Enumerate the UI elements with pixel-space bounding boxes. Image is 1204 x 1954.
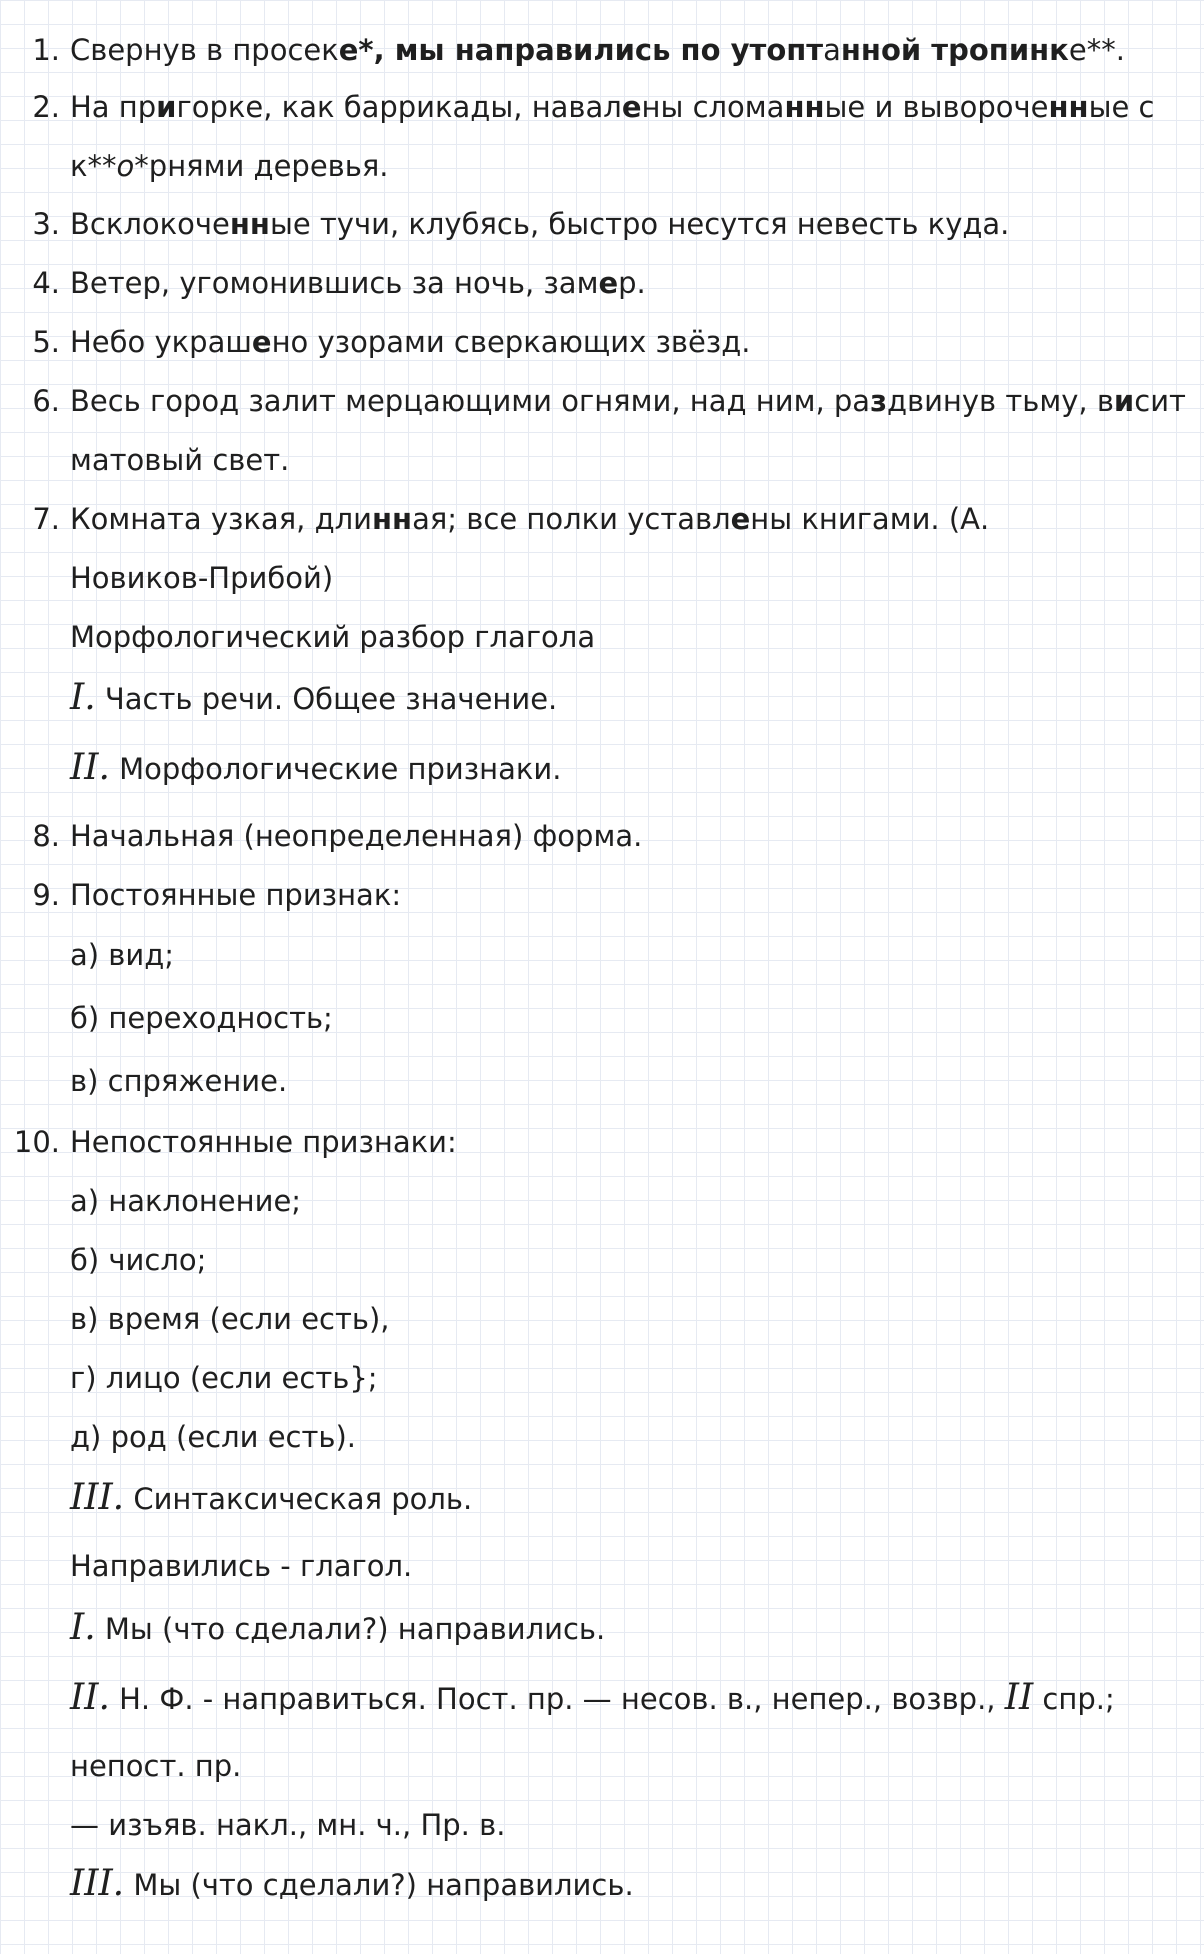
text-line: На пригорке, как баррикады, навалены сломанные и вывороченные с xyxy=(70,90,1155,124)
item-number: 3. xyxy=(32,207,60,241)
text-line: а) наклонение; xyxy=(70,1184,302,1218)
item-number: 9. xyxy=(32,878,60,912)
text-line: б) число; xyxy=(70,1243,207,1277)
highlight-letter: нн xyxy=(229,207,270,241)
highlight-letter: е xyxy=(730,502,751,536)
highlight-letter: нн xyxy=(784,90,825,124)
text-line: I. Часть речи. Общее значение. xyxy=(70,677,558,718)
text-line: Ветер, угомонившись за ночь, замер. xyxy=(70,266,646,300)
text-line: а) вид; xyxy=(70,938,175,972)
text-line: непост. пр. xyxy=(70,1749,242,1783)
text-line: Комната узкая, длинная; все полки уставлены книгами. (А. xyxy=(70,502,990,536)
text-line: б) переходность; xyxy=(70,1001,333,1035)
text-line: в) время (если есть), xyxy=(70,1302,390,1336)
highlight-letter: и xyxy=(156,90,177,124)
text-line: матовый свет. xyxy=(70,443,290,477)
section-heading: Морфологический разбор глагола xyxy=(70,620,596,654)
item-number: 6. xyxy=(32,384,60,418)
text-line: Всклокоченные тучи, клубясь, быстро несутся невесть куда. xyxy=(70,207,1010,241)
item-number: 5. xyxy=(32,325,60,359)
highlight-letter: а xyxy=(823,33,841,67)
roman-numeral: II xyxy=(1004,1677,1034,1718)
text-line: Постоянные признак: xyxy=(70,878,402,912)
text-line: III. Мы (что сделали?) направились. xyxy=(70,1863,634,1904)
text-line: д) род (если есть). xyxy=(70,1420,357,1454)
item-number: 4. xyxy=(32,266,60,300)
roman-numeral: II. xyxy=(70,1677,110,1718)
highlight-letter: **о xyxy=(87,149,135,183)
highlight-letter: е xyxy=(338,33,359,67)
roman-numeral: I. xyxy=(70,677,96,718)
roman-numeral: I. xyxy=(70,1607,96,1648)
highlight-letter: и xyxy=(1113,384,1135,418)
highlight-letter: нн xyxy=(372,502,413,536)
text-line: Непостоянные признаки: xyxy=(70,1125,457,1159)
highlight-letter: е xyxy=(251,325,272,359)
text-line: г) лицо (если есть}; xyxy=(70,1361,378,1395)
text-line: к**о*рнями деревья. xyxy=(70,149,389,183)
text-line: — изъяв. накл., мн. ч., Пр. в. xyxy=(70,1808,506,1842)
text-line: Начальная (неопределенная) форма. xyxy=(70,819,643,853)
roman-numeral: II. xyxy=(70,747,110,788)
item-number: 10. xyxy=(13,1125,60,1159)
text-line: I. Мы (что сделали?) направились. xyxy=(70,1607,606,1648)
item-number: 7. xyxy=(32,502,60,536)
item-number: 2. xyxy=(32,90,60,124)
text-line: Направились - глагол. xyxy=(70,1549,413,1583)
text-line: Новиков-Прибой) xyxy=(70,561,334,595)
text-line: в) спряжение. xyxy=(70,1064,288,1098)
text-line: II. Н. Ф. - направиться. Пост. пр. — несов. в., непер., возвр., II спр.; xyxy=(70,1677,1115,1718)
item-number: 8. xyxy=(32,819,60,853)
highlight-letter: з xyxy=(870,384,887,418)
roman-numeral: III. xyxy=(70,1477,125,1518)
text-line: II. Морфологические признаки. xyxy=(70,747,562,788)
highlight-letter: е xyxy=(598,266,619,300)
highlight-letter: нн xyxy=(1048,90,1089,124)
roman-numeral: III. xyxy=(70,1863,125,1904)
highlight-letter: е xyxy=(621,90,642,124)
text-line: Свернув в просеке*, мы направились по утоптанной тропинке**. xyxy=(70,33,1125,67)
text-line: III. Синтаксическая роль. xyxy=(70,1477,473,1518)
text-line: Небо украшено узорами сверкающих звёзд. xyxy=(70,325,751,359)
text-line: Весь город залит мерцающими огнями, над ним, раздвинув тьму, висит xyxy=(70,384,1186,418)
item-number: 1. xyxy=(32,33,60,67)
